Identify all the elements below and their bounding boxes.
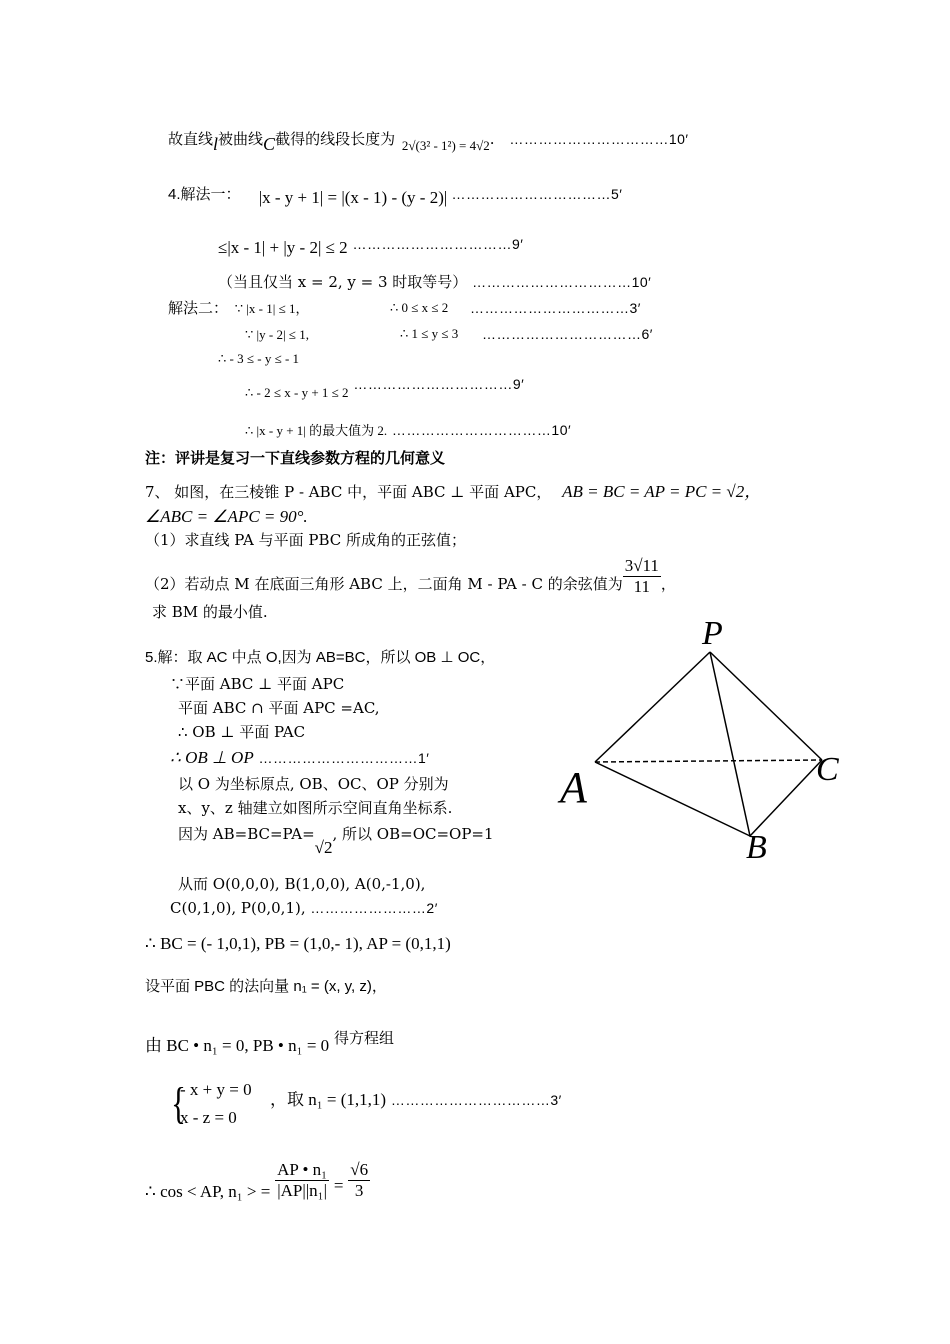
solution4-method2-line4: ∴ - 2 ≤ x - y + 1 ≤ 2 ……………………………9′ xyxy=(245,376,525,400)
solution4-equality-condition: （当且仅当 x = 2, y = 3 时取等号） ……………………………10′ xyxy=(218,273,652,291)
solution5-line5: ∴ OB ⊥ OP ……………………………1′ xyxy=(170,748,430,767)
solution5-line6: 以 O 为坐标原点, OB、OC、OP 分别为 xyxy=(178,775,449,793)
solution4-method2-line2: ∵ |y - 2| ≤ 1, ∴ 1 ≤ y ≤ 3 ……………………………6′ xyxy=(245,326,653,342)
solution4-method2-line1: 解法二： ∵ |x - 1| ≤ 1， ∴ 0 ≤ x ≤ 2 ……………………………3′ xyxy=(168,299,641,317)
edge-ab xyxy=(595,762,750,836)
solution4-method2-line5: ∴ |x - y + 1| 的最大值为 2. ……………………………10′ xyxy=(245,422,572,438)
length-result-line: 故直线l被曲线C截得的线段长度为 2√(3² - 1²) = 4√2. ……………………………10′ xyxy=(168,130,689,154)
pyramid-figure xyxy=(550,610,870,870)
solution4-method1-line1: 4.解法一： |x - y + 1| = |(x - 1) - (y - 2)| ……………………………5′ xyxy=(168,186,623,207)
label-c: C xyxy=(816,751,839,788)
solution5-dot-conditions: 由 BC • n₁ = 0, PB • n₁ = 0 得方程组 xyxy=(145,1029,394,1055)
solution5-line4: ∴ OB ⊥ 平面 PAC xyxy=(178,723,306,741)
solution5-line1: 5.解：取 AC 中点 O,因为 AB=BC，所以 OB ⊥ OC， xyxy=(145,649,496,666)
label-b: B xyxy=(746,829,767,866)
question7-line1: 7、 如图，在三棱锥 P - ABC 中，平面 ABC ⊥ 平面 APC， AB = BC = AP = PC = √2， xyxy=(145,482,762,501)
edge-bc xyxy=(750,760,822,836)
question7-part2: （2）若动点 M 在底面三角形 ABC 上，二面角 M - PA - C 的余弦值为 $\frac{3√11}{11}$ ， xyxy=(145,556,676,596)
question7-part2-cont: 求 BM 的最小值. xyxy=(152,603,268,621)
edge-pa xyxy=(595,652,710,762)
solution4-method2-line3: ∴ - 3 ≤ - y ≤ - 1 xyxy=(218,351,300,366)
question7-line2: ∠ABC = ∠APC = 90°. xyxy=(145,507,308,526)
edge-ac-hidden xyxy=(595,760,822,762)
solution5-take-normal: ，取 n₁ = (1,1,1) ……………………………3′ xyxy=(270,1090,562,1109)
solution4-method1-line2: ≤|x - 1| + |y - 2| ≤ 2 ……………………………9′ xyxy=(218,236,524,257)
solution5-normal-vector: 设平面 PBC 的法向量 n₁ = (x, y, z)， xyxy=(145,978,387,995)
label-p: P xyxy=(702,615,723,652)
solution5-line10: C(0,1,0), P(0,0,1), ……………………2′ xyxy=(170,899,438,917)
solution5-line2: ∵平面 ABC ⊥ 平面 APC xyxy=(170,675,345,693)
equation-system: { - x + y = 0 x - z = 0 xyxy=(171,1079,252,1128)
question7-part1: （1）求直线 PA 与平面 PBC 所成角的正弦值； xyxy=(145,531,467,549)
solution5-vectors: ∴ BC = (- 1,0,1), PB = (1,0,- 1), AP = (0,1,1) xyxy=(145,934,451,953)
edge-pc xyxy=(710,652,822,760)
solution5-line8: 因为 AB=BC=PA=√2, 所以 OB=OC=OP=1 xyxy=(178,825,494,857)
solution5-cos-line: ∴ cos < AP, n₁ > = $\frac{\text{AP • n₁}}{\text{|AP||n₁|}}$ = $\frac{√6}{3}$ xyxy=(145,1160,369,1201)
edge-pb xyxy=(710,652,750,836)
solution5-line7: x、y、z 轴建立如图所示空间直角坐标系. xyxy=(178,799,453,817)
teaching-note: 注：评讲是复习一下直线参数方程的几何意义 xyxy=(145,449,446,467)
solution5-line9: 从而 O(0,0,0), B(1,0,0), A(0,-1,0), xyxy=(178,875,426,893)
solution5-line3: 平面 ABC ∩ 平面 APC =AC, xyxy=(178,699,380,717)
label-a: A xyxy=(560,763,587,812)
